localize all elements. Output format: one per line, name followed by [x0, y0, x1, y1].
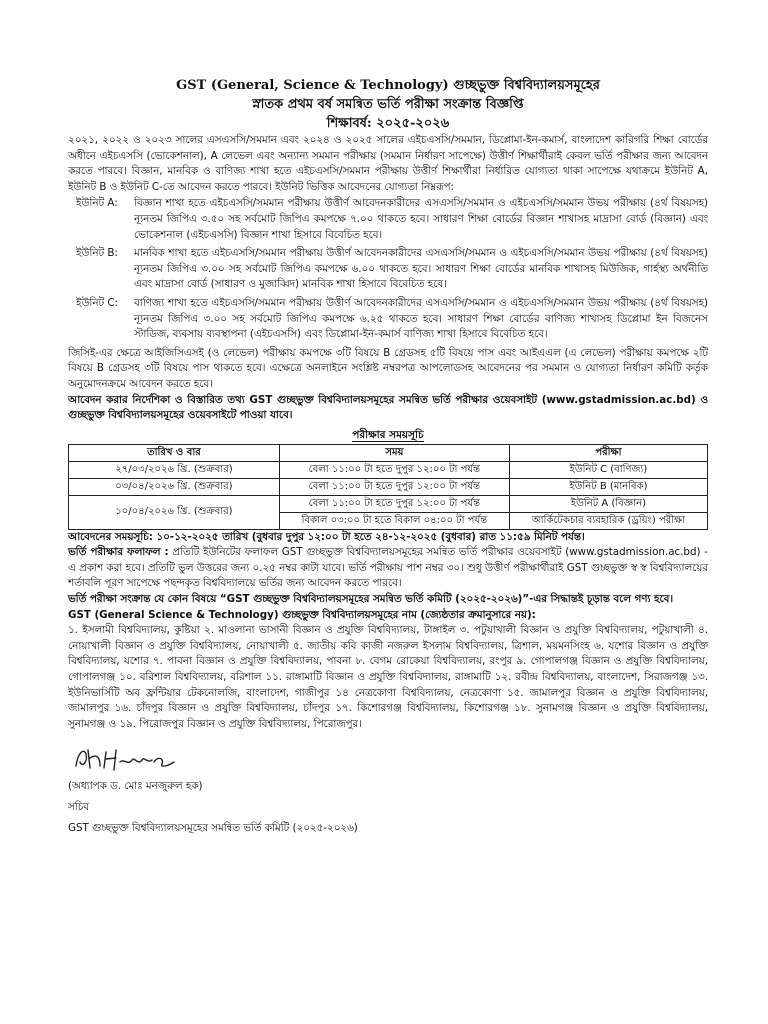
- unit-b-item: [76, 246, 708, 293]
- schedule-caption-text: পরীক্ষার সময়সূচি: [352, 428, 424, 441]
- signatory-designation: সচিব: [68, 801, 90, 814]
- unit-a-text: বিজ্ঞান শাখা হতে এইচএসসি/সমমান পরীক্ষায় উত্তীর্ণ আবেদনকারীদের এসএসসি/সমমান ও এইচএসসি/সমমান উভয় পরীক্ষায় (৪র্থ বিষয়সহ) ন্যূনতম জিপিএ ৩.৫০ সহ সর্বমোট জিপিএ কমপক্ষে ৭.০০ থাকতে হবে। সাধারণ শিক্ষা বোর্ডের বিজ্ঞান শাখাসহ মাদ্রাসা বোর্ড (বিজ্ঞান) এবং ভোকেশনাল (এইচএসসি) বিজ্ঞান শাখা হিসাবে বিবেচিত হবে।: [134, 197, 708, 241]
- row-date: ০৩/০৪/২০২৬ খ্রি. (শুক্রবার): [69, 478, 280, 495]
- final-decision-paragraph: ভর্তি পরীক্ষা সংক্রান্ত যে কোন বিষয়ে “GST গুচ্ছভুক্ত বিশ্ববিদ্যালয়সমূহের সমন্বিত ভর্তি কমিটি (২০২৫-২০২৬)”-এর সিদ্ধান্তই চূড়ান্ত বলে গণ্য হবে।: [68, 593, 674, 606]
- academic-year: শিক্ষাবর্ষ: ২০২৫-২০২৬: [326, 116, 450, 131]
- application-period: আবেদনের সময়সূচি: ১০-১২-২০২৫ তারিখ (বুধবার দুপুর ১২:০০ টা হতে ২৪-১২-২০২৫ (বুধবার) রাত ১১:৫৯ মিনিট পর্যন্ত।: [68, 530, 585, 543]
- gce-paragraph: জিসিই-এর ক্ষেত্রে আইজিসিএসই (ও লেভেল) পরীক্ষায় কমপক্ষে ৩টি বিষয়ে B গ্রেডসহ ৫টি বিষয়ে পাস এবং আইএএল (এ লেভেল) পরীক্ষায় কমপক্ষে ২টি বিষয়ে B গ্রেডসহ ৩টি বিষয়ে পাস থাকতে হবে। এক্ষেত্রে অনলাইনে সংশ্লিষ্ট নম্বরপত্র আপলোডসহ আবেদনের পর সমমান ও যোগ্যতা নির্ধারণ কমিটি কর্তৃক অনুমোদনক্রমে আবেদন করতে হবে।: [68, 346, 708, 390]
- row-exam: ইউনিট A (বিজ্ঞান): [509, 495, 707, 512]
- row-date: ২৭/০৩/২০২৬ খ্রি. (শুক্রবার): [69, 461, 280, 478]
- exam-schedule-table: [68, 444, 708, 530]
- schedule-caption: [68, 428, 708, 443]
- unit-c-item: [76, 296, 708, 343]
- guideline-paragraph: আবেদন করার নির্দেশিকা ও বিস্তারিত তথ্য GST গুচ্ছভুক্ত বিশ্ববিদ্যালয়সমূহের সমন্বিত ভর্তি পরীক্ষার ওয়েবসাইট (www.gstadmission.ac.bd) ও গুচ্ছভুক্ত বিশ্ববিদ্যালয়সমূহের ওয়েবসাইটে পাওয়া যাবে।: [68, 393, 708, 422]
- unit-b-label: ইউনিট B:: [76, 247, 118, 260]
- result-paragraph: [68, 545, 708, 592]
- unit-b-text: মানবিক শাখা হতে এইচএসসি/সমমান পরীক্ষায় উত্তীর্ণ আবেদনকারীদের এসএসসি/সমমান ও এইচএসসি/সমমান উভয় পরীক্ষায় (৪র্থ বিষয়সহ) ন্যূনতম জিপিএ ৩.০০ সহ সর্বমোট জিপিএ কমপক্ষে ৬.০০ থাকতে হবে। সাধারণ শিক্ষা বোর্ডের মানবিক শাখাসহ মিউজিক, গার্হস্থ্য অর্থনীতি এবং মাদ্রাসা বোর্ড (সাধারণ ও মুজাব্বিদ) মানবিক শাখা হিসাবে বিবেচিত হবে।: [134, 247, 708, 291]
- intro-paragraph: ২০২১, ২০২২ ও ২০২৩ সালের এসএসসি/সমমান এবং ২০২৪ ও ২০২৫ সালের এইচএসসি/সমমান, ডিপ্লোমা-ইন-কমার্স, বাংলাদেশ কারিগরি শিক্ষা বোর্ডের অধীনে এইচএসসি (ভোকেশনাল), A লেভেল এবং অন্যান্য সমমান পরীক্ষায় (সমমান নির্ধারণ সাপেক্ষে) উত্তীর্ণ শিক্ষার্থীরাই কেবল ভর্তি পরীক্ষার জন্য আবেদন করতে পারবে। বিজ্ঞান, মানবিক ও বাণিজ্য শাখা হতে এইচএসসি/সমমান পরীক্ষায় উত্তীর্ণ শিক্ষার্থীরা নির্ধারিত যোগ্যতা থাকা সাপেক্ষে যথাক্রমে ইউনিট A, ইউনিট B ও ইউনিট C-তে আবেদন করতে পারবে। ইউনিট ভিত্তিক আবেদনের যোগ্যতা নিম্নরূপ:: [68, 134, 708, 193]
- row-time: বেলা ১১:০০ টা হতে দুপুর ১২:০০ টা পর্যন্ত: [279, 495, 509, 512]
- signatory-name: (অধ্যাপক ড. মোঃ মনজুরুল হক): [68, 780, 203, 793]
- column-header-date: তারিখ ও বার: [69, 444, 280, 461]
- universities-heading: GST (General Science & Technology) গুচ্ছভুক্ত বিশ্ববিদ্যালয়সমূহের নাম (জ্যেষ্ঠতার ক্রমানুসারে নয়):: [68, 608, 536, 621]
- row-exam: ইউনিট C (বাণিজ্য): [509, 461, 707, 478]
- row-exam: আর্কিটেকচার ব্যবহারিক (ড্রয়িং) পরীক্ষা: [509, 512, 707, 529]
- unit-c-label: ইউনিট C:: [76, 296, 119, 309]
- unit-a-label: ইউনিট A:: [76, 197, 118, 210]
- unit-eligibility-list: [76, 196, 708, 342]
- column-header-time: সময়: [279, 444, 509, 461]
- table-row: [69, 461, 708, 478]
- signatory-block: [68, 776, 708, 839]
- row-time: বেলা ১১:০০ টা হতে দুপুর ১২:০০ টা পর্যন্ত: [279, 478, 509, 495]
- row-date: ১০/০৪/২০২৬ খ্রি. (শুক্রবার): [69, 495, 280, 529]
- signature: [68, 742, 708, 776]
- notice-title-line1: GST (General, Science & Technology) গুচ্ছভুক্ত বিশ্ববিদ্যালয়সমূহের: [176, 78, 600, 93]
- row-time: বিকাল ০৩:০০ টা হতে বিকাল ০৪:০০ টা পর্যন্ত: [279, 512, 509, 529]
- table-row: [69, 478, 708, 495]
- notice-document: [68, 76, 708, 839]
- unit-a-item: [76, 196, 708, 243]
- result-text: প্রতিটি ইউনিটের ফলাফল GST গুচ্ছভুক্ত বিশ্ববিদ্যালয়সমূহের সমন্বিত ভর্তি পরীক্ষার ওয়েবসাইট (www.gstadmission.ac.bd) - এ প্রকাশ করা হবে। প্রতিটি ভুল উত্তরের জন্য ০.২৫ নম্বর কাটা যাবে। ভর্তি পরীক্ষায় পাশ নম্বর ৩০। শুধু উত্তীর্ণ পরীক্ষার্থীরাই GST গুচ্ছভুক্ত স্ব স্ব বিশ্ববিদ্যালয়ের শর্তাবলি পূরণ সাপেক্ষে পছন্দকৃত বিশ্ববিদ্যালয়ে ভর্তির জন্য আবেদন করতে পারবে।: [68, 546, 708, 590]
- table-header-row: [69, 444, 708, 461]
- notice-title-line2: স্নাতক প্রথম বর্ষ সমন্বিত ভর্তি পরীক্ষা সংক্রান্ত বিজ্ঞপ্তি: [252, 97, 524, 112]
- handwritten-signature-icon: [70, 742, 200, 774]
- signatory-committee: GST গুচ্ছভুক্ত বিশ্ববিদ্যালয়সমূহের সমন্বিত ভর্তি কমিটি (২০২৫-২০২৬): [68, 822, 358, 835]
- column-header-exam: পরীক্ষা: [509, 444, 707, 461]
- row-time: বেলা ১১:০০ টা হতে দুপুর ১২:০০ টা পর্যন্ত: [279, 461, 509, 478]
- row-exam: ইউনিট B (মানবিক): [509, 478, 707, 495]
- result-label: ভর্তি পরীক্ষার ফলাফল :: [68, 546, 169, 559]
- table-row: [69, 495, 708, 512]
- universities-list: ১. ইসলামী বিশ্ববিদ্যালয়, কুষ্টিয়া ২. মাওলানা ভাসানী বিজ্ঞান ও প্রযুক্তি বিশ্ববিদ্যালয়, টাঙ্গাইল ৩. পটুয়াখালী বিজ্ঞান ও প্রযুক্তি বিশ্ববিদ্যালয়, পটুয়াখালী ৪. নোয়াখালী বিজ্ঞান ও প্রযুক্তি বিশ্ববিদ্যালয়, নোয়াখালী ৫. জাতীয় কবি কাজী নজরুল ইসলাম বিশ্ববিদ্যালয়, ত্রিশাল, ময়মনসিংহ ৬. যশোর বিজ্ঞান ও প্রযুক্তি বিশ্ববিদ্যালয়, যশোর ৭. পাবনা বিজ্ঞান ও প্রযুক্তি বিশ্ববিদ্যালয়, পাবনা ৮. বেগম রোকেয়া বিশ্ববিদ্যালয়, রংপুর ৯. গোপালগঞ্জ বিজ্ঞান ও প্রযুক্তি বিশ্ববিদ্যালয়, গোপালগঞ্জ ১০. বরিশাল বিশ্ববিদ্যালয়, বরিশাল ১১. রাঙ্গামাটি বিজ্ঞান ও প্রযুক্তি বিশ্ববিদ্যালয়, রাঙ্গামাটি ১২. রবীন্দ্র বিশ্ববিদ্যালয়, বাংলাদেশ, সিরাজগঞ্জ ১৩. ইউনিভার্সিটি অব ফ্রন্টিয়ার টেকনোলজি, বাংলাদেশ, গাজীপুর ১৪ নেত্রকোণা বিশ্ববিদ্যালয়, নেত্রকোণা ১৫. জামালপুর বিজ্ঞান ও প্রযুক্তি বিশ্ববিদ্যালয়, জামালপুর ১৬. চাঁদপুর বিজ্ঞান ও প্রযুক্তি বিশ্ববিদ্যালয়, চাঁদপুর ১৭. কিশোরগঞ্জ বিশ্ববিদ্যালয়, কিশোরগঞ্জ ১৮. সুনামগঞ্জ বিজ্ঞান ও প্রযুক্তি বিশ্ববিদ্যালয়, সুনামগঞ্জ ও ১৯. পিরোজপুর বিজ্ঞান ও প্রযুক্তি বিশ্ববিদ্যালয়, পিরোজপুর।: [68, 624, 708, 730]
- unit-c-text: বাণিজ্য শাখা হতে এইচএসসি/সমমান পরীক্ষায় উত্তীর্ণ আবেদনকারীদের এসএসসি/সমমান ও এইচএসসি/সমমান উভয় পরীক্ষায় (৪র্থ বিষয়সহ) ন্যূনতম জিপিএ ৩.০০ সহ সর্বমোট জিপিএ কমপক্ষে ৬.২৫ থাকতে হবে। সাধারণ শিক্ষা বোর্ডের বাণিজ্য শাখাসহ ডিপ্লোমা ইন বিজনেস স্টাডিজ, ব্যবসায় ব্যবস্থাপনা (এইচএসসি) এবং ডিপ্লোমা-ইন-কমার্স বাণিজ্য শাখা হিসাবে বিবেচিত হবে।: [134, 296, 708, 341]
